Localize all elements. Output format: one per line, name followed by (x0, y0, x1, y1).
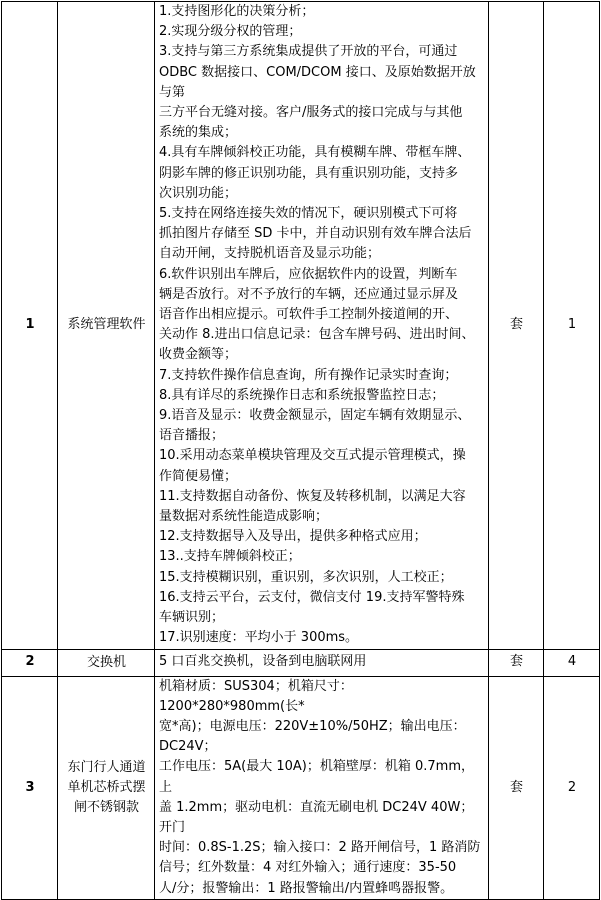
description-line: 机箱材质：SUS304；机箱尺寸：1200*280*980mm(长* (159, 678, 353, 714)
spec-table-body (2, 2, 600, 900)
item-quantity: 2 (544, 676, 600, 899)
description-line: 关动作 8.进出口信息记录：包含车牌号码、进出时间、 (159, 327, 475, 343)
table-row (2, 676, 600, 899)
item-name (58, 676, 155, 899)
description-line: 抓拍图片存储至 SD 卡中，并自动识别有效车牌合法后 (159, 226, 472, 242)
description-line: 12.支持数据导入及导出，提供多种格式应用； (159, 529, 427, 545)
description-line: 车辆识别； (159, 610, 225, 626)
item-description (155, 2, 489, 650)
description-line: 盖 1.2mm；驱动电机：直流无刷电机 DC24V 40W；开门 (159, 799, 474, 835)
description-line: 8.具有详尽的系统操作日志和系统报警监控日志； (159, 387, 445, 403)
description-line: 9.语音及显示：收费金额显示，固定车辆有效期显示、 (159, 408, 471, 424)
description-line: 语音作出相应提示。可软件手工控制外接道闸的开、 (159, 307, 459, 323)
description-line: 1.支持图形化的决策分析； (159, 4, 315, 19)
description-line: 人/分；报警输出：1 路报警输出/内置蜂鸣器报警。 (159, 880, 454, 896)
description-line: 量数据对系统性能造成影响； (159, 509, 329, 525)
description-line: 2.实现分级分权的管理； (159, 24, 302, 40)
description-line: 7.支持软件操作信息查询，所有操作记录实时查询； (159, 367, 458, 383)
item-name-line: 系统管理软件 (67, 317, 146, 333)
description-line: ODBC 数据接口、COM/DCOM 接口、及原始数据开放与第 (159, 64, 476, 100)
item-name-line: 单机芯桥式摆 (67, 779, 146, 795)
description-line: 5 口百兆交换机，设备到电脑联网用 (159, 654, 367, 670)
description-line: 语音播报； (159, 428, 225, 444)
description-line: 13..支持车牌倾斜校正； (159, 549, 301, 565)
item-name-line: 闸不锈钢款 (73, 799, 139, 815)
description-line: 17.识别速度：平均小于 300ms。 (159, 630, 359, 646)
item-quantity: 4 (544, 649, 600, 676)
description-line: 次识别功能； (159, 185, 238, 201)
description-line: 作简便易懂； (159, 468, 238, 484)
description-line: 收费金额等； (159, 347, 238, 363)
description-line: 三方平台无缝对接。客户/服务式的接口完成与与其他 (159, 105, 463, 121)
description-line: 4.具有车牌倾斜校正功能，具有模糊车牌、带框车牌、 (159, 145, 471, 161)
description-line: 15.支持模糊识别，重识别，多次识别，人工校正； (159, 569, 453, 585)
description-line: 信号；红外数量：4 对红外输入；通行速度：35-50 (159, 860, 457, 876)
row-number: 1 (2, 2, 58, 650)
row-number: 3 (2, 676, 58, 899)
table-row (2, 649, 600, 676)
description-line: 时间：0.8S-1.2S；输入接口：2 路开闸信号，1 路消防 (159, 840, 481, 856)
item-name (58, 649, 155, 676)
item-description (155, 676, 489, 899)
description-line: 工作电压：5A(最大 10A)；机箱壁厚：机箱 0.7mm，上 (159, 759, 475, 795)
description-line: 16.支持云平台，云支付，微信支付 19.支持军警特殊 (159, 589, 465, 605)
description-line: 辆是否放行。对不予放行的车辆，还应通过显示屏及 (159, 286, 459, 302)
table-row (2, 2, 600, 650)
description-line: 3.支持与第三方系统集成提供了开放的平台，可通过 (159, 44, 458, 60)
item-quantity: 1 (544, 2, 600, 650)
row-number: 2 (2, 649, 58, 676)
description-line: 5.支持在网络连接失效的情况下，硬识别模式下可将 (159, 206, 458, 222)
description-line: 11.支持数据自动备份、恢复及转移机制，以满足大容 (159, 488, 466, 504)
description-line: 系统的集成； (159, 125, 238, 141)
item-name-line: 东门行人通道 (67, 759, 146, 775)
item-name (58, 2, 155, 650)
spec-table (1, 1, 600, 900)
item-unit: 套 (489, 2, 544, 650)
description-line: 10.采用动态菜单模块管理及交互式提示管理模式，操 (159, 448, 466, 464)
description-line: 阴影车牌的修正识别功能，具有重识别功能，支持多 (159, 165, 459, 181)
description-line: 6.软件识别出车牌后，应依据软件内的设置，判断车 (159, 266, 458, 282)
item-unit: 套 (489, 649, 544, 676)
item-name-line: 交换机 (86, 654, 126, 670)
item-description (155, 649, 489, 676)
description-line: 宽*高)；电源电压：220V±10%/50HZ；输出电压：DC24V； (159, 718, 466, 755)
description-line: 自动开闸，支持脱机语音及显示功能； (159, 246, 381, 262)
item-unit: 套 (489, 676, 544, 899)
